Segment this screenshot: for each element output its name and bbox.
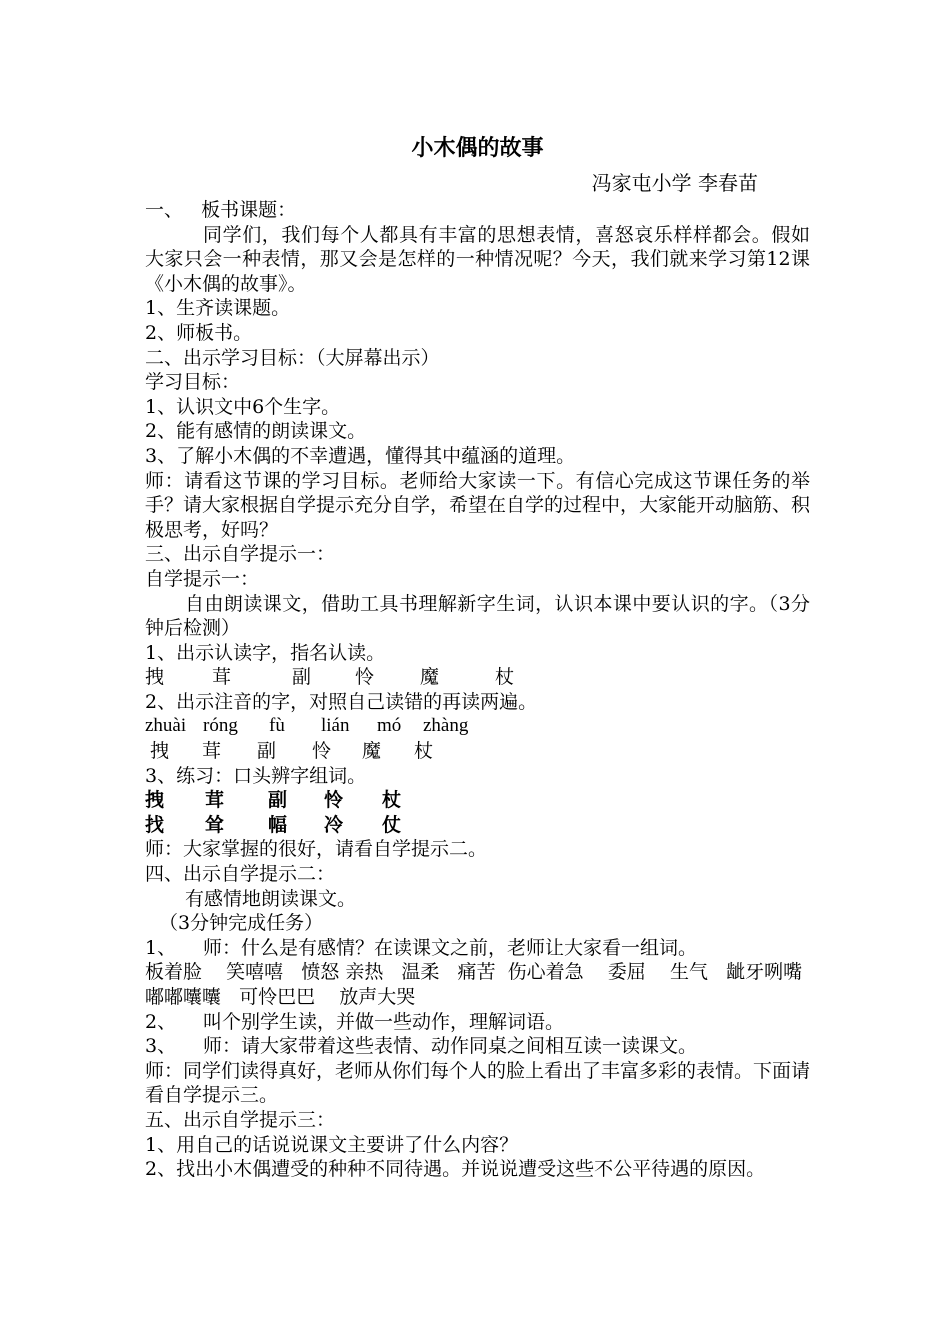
author-line: 冯家屯小学 李春苗 [591,171,758,195]
pinyin: lián [321,715,350,737]
character: 拽 [150,740,170,763]
section-2-heading: 二、出示学习目标：（大屏幕出示） [145,346,440,369]
character: 仗 [382,813,402,836]
character: 副 [257,740,277,763]
section-5-item-1: 1、用自己的话说说课文主要讲了什么内容？ [145,1133,519,1156]
section-1-heading: 一、 板书课题： [145,199,297,221]
document-title: 小木偶的故事 [411,136,544,161]
section-3-item-2: 2、出示注音的字，对照自己读错的再读两遍。 [145,690,538,713]
compare-row-2 [145,813,810,838]
character: 茸 [205,789,225,812]
item-number: 3、 [145,1035,177,1058]
emotion-word-list: 板着脸 笑嘻嘻 愤怒 亲热 温柔 痛苦 伤心着急 委屈 生气 龇牙咧嘴 嘟嘟囔囔 可怜巴巴 放声大哭 [145,961,833,1008]
character: 怜 [312,740,332,763]
character: 副 [292,666,312,689]
learning-goal-1: 1、认识文中6个生字。 [145,395,341,418]
character: 拽 [145,666,165,689]
pinyin: róng [203,715,238,737]
section-4-teacher-text: 师：同学们读得真好，老师从你们每个人的脸上看出了丰富多彩的表情。下面请看自学提示三。 [145,1059,811,1107]
character: 杖 [382,789,402,812]
character: 怜 [324,789,344,812]
pinyin-row [145,714,810,739]
character-row-2 [145,739,810,764]
section-3-item-1: 1、出示认读字，指名认读。 [145,641,386,664]
pinyin: zhàng [423,715,469,737]
document-page [145,132,833,1182]
compare-row-1 [145,788,810,813]
character-row-1 [145,665,810,690]
section-3-teacher-text: 师：大家掌握的很好，请看自学提示二。 [145,838,488,861]
character: 拽 [145,789,165,812]
section-4-task: 有感情地朗读课文。 [185,887,357,910]
section-3-intro: 自由朗读课文，借助工具书理解新字生词，认识本课中要认识的字。（3分钟后检测） [145,592,810,640]
item-text: 师：什么是有感情？在读课文之前，老师让大家看一组词。 [203,936,698,959]
section-1-item-1: 1、生齐读课题。 [145,297,291,320]
character: 副 [268,789,288,812]
character: 幅 [268,813,288,836]
character: 茸 [202,740,222,763]
character: 茸 [212,666,232,689]
character: 找 [145,813,165,836]
section-4-time: （3分钟完成任务） [159,912,324,935]
pinyin: mó [377,715,402,737]
section-4-item-2 [145,1010,810,1035]
character: 杖 [495,666,515,689]
pinyin: fù [269,715,285,737]
section-3-item-3: 3、练习：口头辨字组词。 [145,764,367,787]
item-number: 2、 [145,1010,177,1033]
item-text: 叫个别学生读，并做一些动作，理解词语。 [203,1010,565,1033]
section-4-heading: 四、出示自学提示二： [145,863,336,886]
character: 魔 [362,740,382,763]
character: 杖 [414,740,434,763]
character: 怜 [355,666,375,689]
section-1-intro: 同学们，我们每个人都具有丰富的思想表情，喜怒哀乐样样都会。假如大家只会一种表情，那又会是怎样的一种情况呢？今天，我们就来学习第12课《小木偶的故事》。 [145,223,810,295]
section-5-heading: 五、出示自学提示三： [145,1108,336,1131]
section-2-label: 学习目标： [145,371,241,394]
learning-goal-2: 2、能有感情的朗读课文。 [145,420,367,443]
section-4-item-3 [145,1034,810,1059]
section-4-item-1 [145,936,810,961]
section-3-heading: 三、出示自学提示一： [145,543,336,566]
item-number: 1、 [145,936,177,959]
learning-goal-3: 3、了解小木偶的不幸遭遇，懂得其中蕴涵的道理。 [145,444,576,467]
character: 魔 [420,666,440,689]
item-text: 师：请大家带着这些表情、动作同桌之间相互读一读课文。 [203,1035,698,1058]
section-3-label: 自学提示一： [145,567,260,590]
section-1-item-2: 2、师板书。 [145,321,253,344]
character: 冷 [324,813,344,836]
pinyin: zhuài [145,715,187,737]
section-2-teacher-text: 师：请看这节课的学习目标。老师给大家读一下。有信心完成这节课任务的举手？请大家根据自学提示充分自学，希望在自学的过程中，大家能开动脑筋、积极思考，好吗？ [145,469,811,541]
character: 耸 [205,813,225,836]
section-5-item-2: 2、找出小木偶遭受的种种不同待遇。并说说遭受这些不公平待遇的原因。 [145,1158,766,1181]
